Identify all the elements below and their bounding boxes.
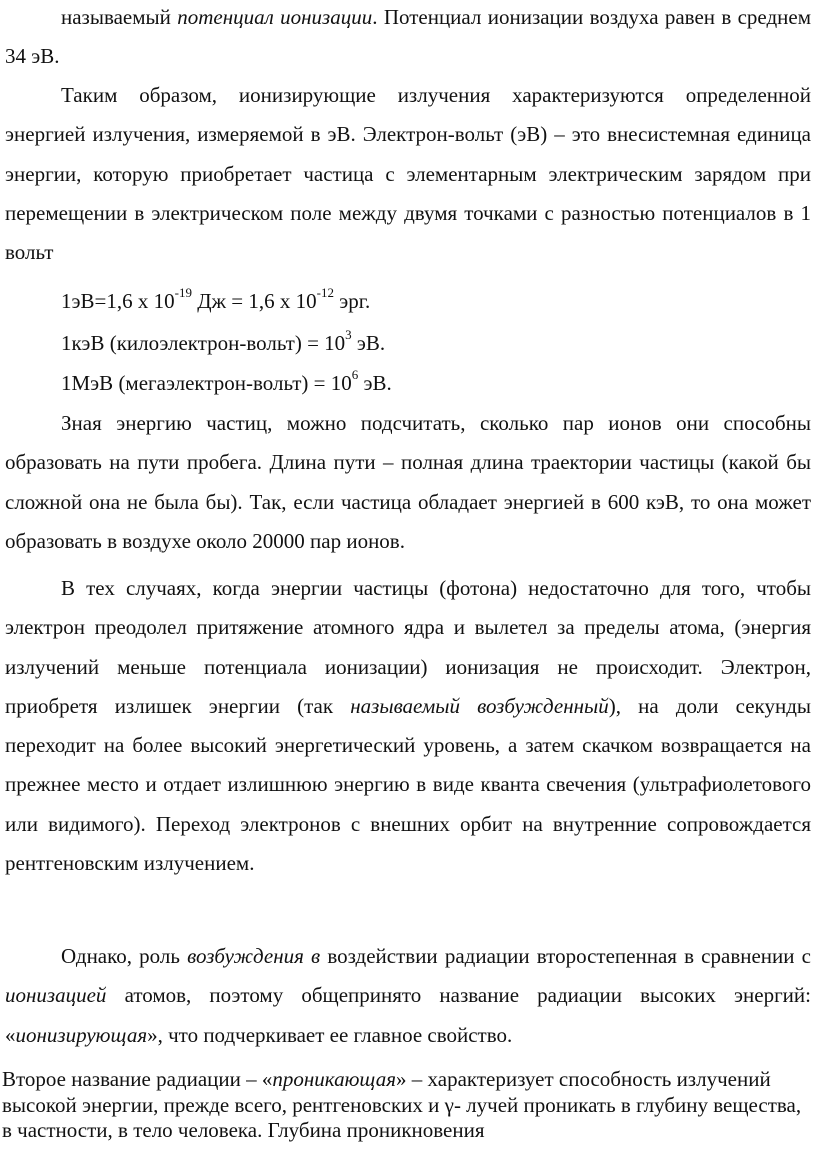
italic-term-ionization-potential: потенциал ионизации — [177, 5, 373, 29]
exponent: 6 — [351, 367, 359, 382]
formula-mev — [61, 364, 392, 403]
exponent: 3 — [345, 327, 352, 342]
text-run: воздействии радиации второстепенная в сравнении с — [320, 944, 811, 968]
formula-text: 1эВ=1,6 х 10 — [61, 289, 175, 313]
text-run: В тех случаях, когда энергии частицы (фотона) недостаточно для того, чтобы электрон преодолел притяжение атомного ядра и вылетел за пределы атома, (энергия излучений меньше потенциала ионизации) ионизация не происходит. Электрон, приобретя излишек энергии (так — [5, 576, 811, 718]
text-run: », что подчеркивает ее главное свойство. — [147, 1022, 513, 1047]
formula-text: Дж = 1,6 х 10 — [191, 289, 317, 313]
exponent: -12 — [316, 285, 334, 300]
italic-term-ionizing: ионизирующая — [15, 1022, 148, 1047]
paragraph-ion-pairs: Зная энергию частиц, можно подсчитать, сколько пар ионов они способны образовать на пути пробега. Длина пути – полная длина траектории частицы (какой бы сложной она не была бы). Так, если частица обладает энергией в 600 кэВ, то она может образовать в воздухе около 20000 пар ионов. — [5, 411, 811, 553]
text-run: атомов, поэтому общепринято название радиации высоких энергий: « — [5, 983, 811, 1047]
text-run: . Потенциал ионизации воздуха равен в среднем 34 эВ. — [5, 5, 811, 69]
text-run: Второе название радиации – « — [2, 1067, 273, 1091]
formula-text: 1кэВ (килоэлектрон-вольт) = 10 — [61, 331, 346, 355]
formula-text: эрг. — [334, 289, 371, 313]
italic-term-excitation: возбуждения в — [187, 944, 321, 968]
formula-text: 1МэВ (мегаэлектрон-вольт) = 10 — [61, 371, 352, 395]
paragraph-penetrating — [2, 1067, 814, 1144]
formula-text: эВ. — [358, 371, 392, 395]
paragraph-ionization-potential — [5, 0, 811, 77]
exponent: -19 — [174, 285, 192, 300]
formula-text: эВ. — [351, 331, 386, 355]
formula-ev — [61, 282, 370, 321]
paragraph-electron-volt: Таким образом, ионизирующие излучения характеризуются определенной энергией излучения, измеряемой в эВ. Электрон-вольт (эВ) – это внесистемная единица энергии, которую приобретает частица с элементарным электрическим зарядом при перемещении в электрическом поле между двумя точками с разностью потенциалов в 1 вольт — [5, 83, 811, 265]
text-run: Однако, роль — [61, 944, 188, 968]
formula-kev — [61, 324, 385, 363]
text-run: » – характеризует способность излучений высокой энергии, прежде всего, рентгеновских и γ- лучей проникать в глубину вещества, в частности, в тело человека. Глубина проникновения — [2, 1067, 802, 1142]
italic-term-penetrating: проникающая — [272, 1067, 397, 1091]
paragraph-excitation — [5, 569, 811, 883]
paragraph-ionizing-name — [5, 937, 811, 1055]
text-run: ), на доли секунды переходит на более высокий энергетический уровень, а затем скачком возвращается на прежнее место и отдает излишнюю энергию в виде кванта свечения (ультрафиолетового или видимого). Переход электронов с внешних орбит на внутренние сопровождается рентгеновским излучением. — [5, 693, 811, 876]
italic-term-excited: называемый возбужденный — [350, 693, 609, 718]
italic-term-ionization: ионизацией — [5, 983, 107, 1008]
text-run: называемый — [61, 5, 178, 29]
